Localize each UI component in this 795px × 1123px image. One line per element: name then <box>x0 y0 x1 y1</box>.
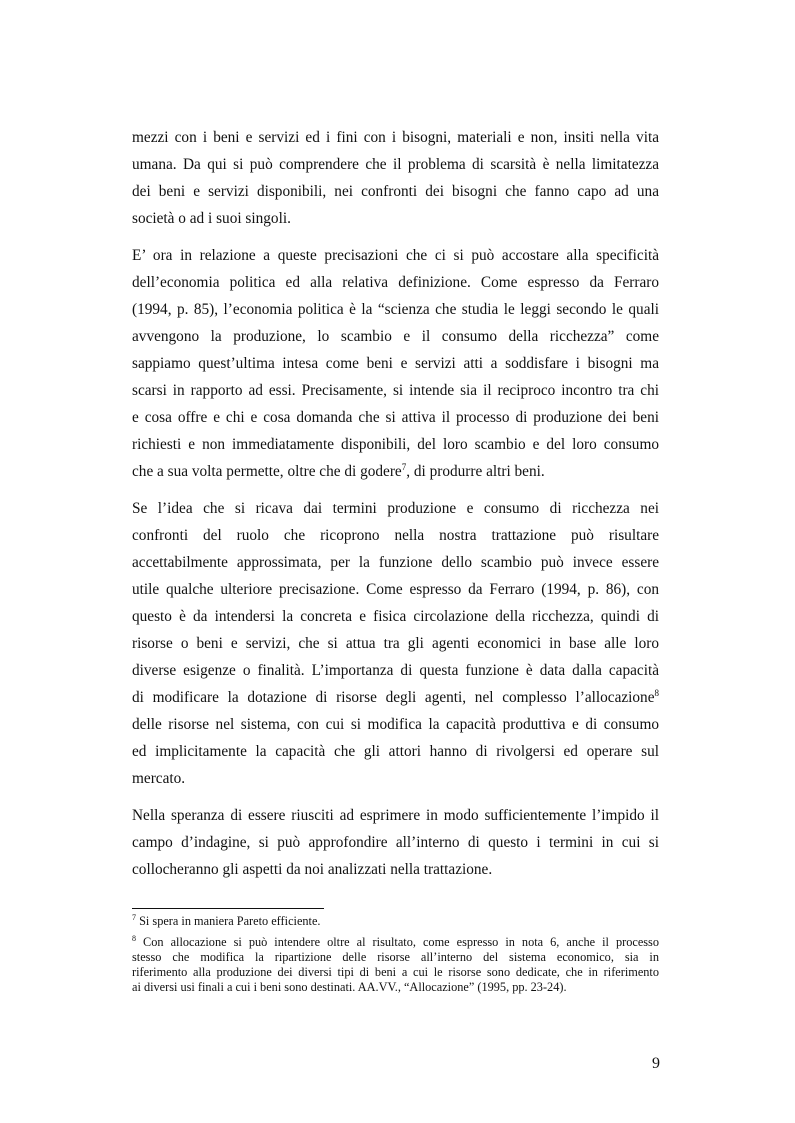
footnote-line <box>132 935 659 950</box>
paragraph-3 <box>132 495 659 792</box>
text-line: mercato. <box>132 770 186 787</box>
footnote-text: Si spera in maniera Pareto efficiente. <box>136 914 321 928</box>
text-line: umana. Da qui si può comprendere che il problema di scarsità è nella limitatezza <box>132 156 659 173</box>
text-line: questo è da intendersi la concreta e fisica circolazione della ricchezza, quindi di <box>132 608 659 625</box>
paragraph-4 <box>132 802 659 883</box>
text-line: dei beni e servizi disponibili, nei confronti dei bisogni che fanno capo ad una <box>132 183 659 200</box>
text-line: scarsi in rapporto ad essi. Precisamente, si intende sia il reciproco incontro tra chi <box>132 382 659 399</box>
body-text <box>132 124 659 893</box>
text-line: dell’economia politica ed alla relativa definizione. Come espresso da Ferraro <box>132 274 659 291</box>
text-line: sappiamo quest’ultima intesa come beni e servizi atti a soddisfare i bisogni ma <box>132 355 659 372</box>
text-line: Nella speranza di essere riusciti ad esprimere in modo sufficientemente l’impido il <box>132 807 659 824</box>
footnote-ref-7: 7 <box>401 461 407 472</box>
text-line: Se l’idea che si ricava dai termini produzione e consumo di ricchezza nei <box>132 500 659 517</box>
text-line: confronti del ruolo che ricoprono nella nostra trattazione può risultare <box>132 527 659 544</box>
text-line: e cosa offre e chi e cosa domanda che si attiva il processo di produzione dei beni <box>132 409 659 426</box>
text-segment: che a sua volta permette, oltre che di godere <box>132 463 402 480</box>
text-line: richiesti e non immediatamente disponibili, del loro scambio e del loro consumo <box>132 436 659 453</box>
footnote-line: riferimento alla produzione dei diversi tipi di beni a cui le risorse sono dedicate, che in riferimento <box>132 965 659 979</box>
text-line <box>132 684 659 711</box>
text-line: E’ ora in relazione a queste precisazioni che ci si può accostare alla specificità <box>132 247 659 264</box>
text-line <box>132 458 659 485</box>
paragraph-2 <box>132 242 659 485</box>
text-line: accettabilmente approssimata, per la funzione dello scambio può invece essere <box>132 554 659 571</box>
text-line: collocheranno gli aspetti da noi analizzati nella trattazione. <box>132 861 493 878</box>
text-line: (1994, p. 85), l’economia politica è la “scienza che studia le leggi secondo le quali <box>132 301 659 318</box>
text-line: società o ad i suoi singoli. <box>132 210 291 227</box>
footnote-7 <box>132 914 659 929</box>
footnote-line <box>132 914 659 929</box>
footnote-ref-8: 8 <box>654 687 659 698</box>
paragraph-1 <box>132 124 659 232</box>
footnote-number: 7 <box>132 912 136 922</box>
text-line: avvengono la produzione, lo scambio e il consumo della ricchezza” come <box>132 328 659 345</box>
text-segment: , di produrre altri beni. <box>406 463 545 480</box>
footnote-separator <box>132 908 324 909</box>
footnote-line: stesso che modifica la ripartizione delle risorse all’interno del sistema economico, sia in <box>132 950 659 964</box>
page-number: 9 <box>652 1055 660 1072</box>
text-line: risorse o beni e servizi, che si attua tra gli agenti economici in base alle loro <box>132 635 659 652</box>
text-line: campo d’indagine, si può approfondire all’interno di questo i termini in cui si <box>132 834 659 851</box>
footnote-8 <box>132 935 659 995</box>
footnote-number: 8 <box>132 933 136 943</box>
text-line: utile qualche ulteriore precisazione. Come espresso da Ferraro (1994, p. 86), con <box>132 581 659 598</box>
footnote-text: Con allocazione si può intendere oltre al risultato, come espresso in nota 6, anche il processo <box>136 935 659 949</box>
text-line: ed implicitamente la capacità che gli attori hanno di rivolgersi ed operare sul <box>132 743 659 760</box>
text-line: delle risorse nel sistema, con cui si modifica la capacità produttiva e di consumo <box>132 716 659 733</box>
text-line: mezzi con i beni e servizi ed i fini con i bisogni, materiali e non, insiti nella vita <box>132 129 659 146</box>
text-segment: di modificare la dotazione di risorse degli agenti, nel complesso l’allocazione <box>132 689 655 706</box>
footnotes <box>132 914 659 1001</box>
footnote-line: ai diversi usi finali a cui i beni sono destinati. AA.VV., “Allocazione” (1995, pp. 23-24). <box>132 980 567 994</box>
text-line: diverse esigenze o finalità. L’importanza di questa funzione è data dalla capacità <box>132 662 659 679</box>
